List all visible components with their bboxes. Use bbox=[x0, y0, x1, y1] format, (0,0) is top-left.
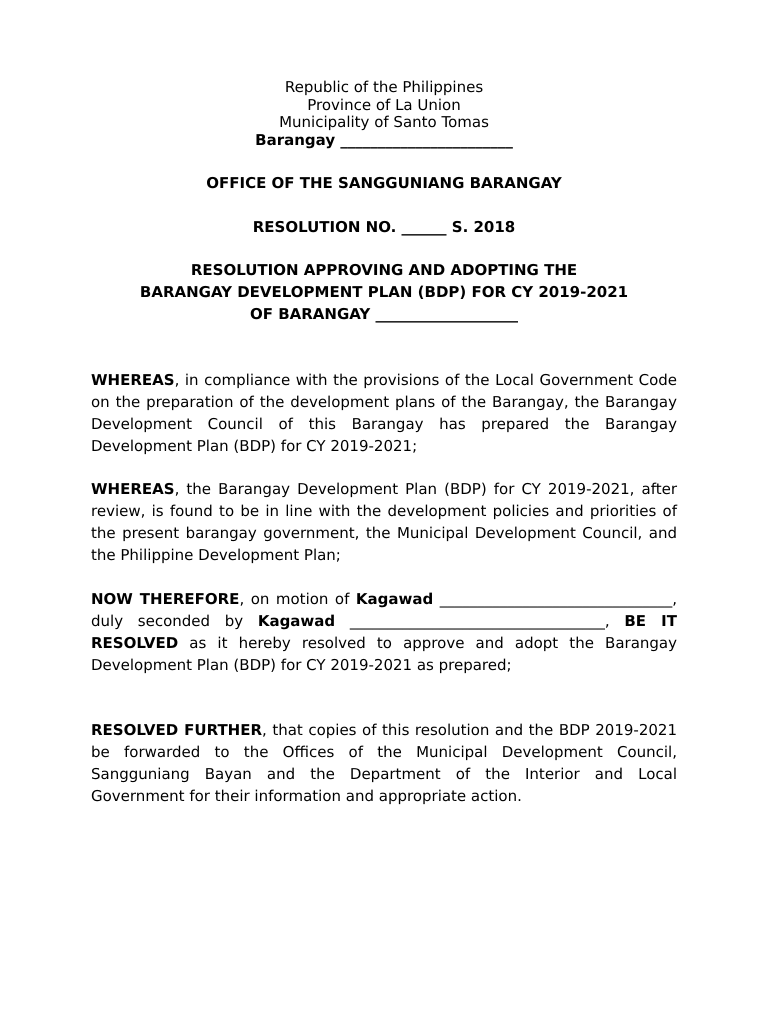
document-header bbox=[0, 79, 768, 149]
resolution-title bbox=[0, 259, 768, 325]
line-text: the Philippine Development Plan; bbox=[91, 546, 341, 564]
line-text: , in compliance with the provisions of the Local Government Code bbox=[174, 371, 677, 389]
paragraph-line bbox=[91, 719, 677, 741]
paragraph-line bbox=[91, 544, 677, 566]
paragraph-line bbox=[91, 435, 677, 457]
clause-lead-word: RESOLVED FURTHER bbox=[91, 721, 263, 739]
be-it-resolved-text: BE IT bbox=[624, 612, 677, 630]
line-text: , that copies of this resolution and the BDP 2019-2021 bbox=[262, 721, 677, 739]
paragraph-line bbox=[91, 500, 677, 522]
paragraph-line bbox=[91, 369, 677, 391]
mover-kagawad-label: Kagawad bbox=[355, 590, 434, 608]
paragraph-line bbox=[91, 654, 677, 676]
clause-lead-word: WHEREAS bbox=[91, 480, 175, 498]
province-line: Province of La Union bbox=[307, 95, 461, 114]
whereas-clause-2 bbox=[91, 478, 677, 566]
be-it-resolved-text: RESOLVED bbox=[91, 634, 179, 652]
barangay-line: Barangay _______________________ bbox=[255, 130, 513, 149]
paragraph-line bbox=[91, 588, 677, 610]
resolution-number: RESOLUTION NO. ______ S. 2018 bbox=[252, 218, 516, 236]
country-line: Republic of the Philippines bbox=[284, 78, 484, 96]
paragraph-line bbox=[91, 632, 677, 654]
resolved-further-clause bbox=[91, 719, 677, 807]
mover-name-blank: _______________________________, bbox=[433, 590, 677, 608]
line-text: Development Plan (BDP) for CY 2019-2021 as prepared; bbox=[91, 656, 512, 674]
clause-lead-word: WHEREAS bbox=[91, 371, 175, 389]
line-text: Development Plan (BDP) for CY 2019-2021; bbox=[91, 437, 418, 455]
line-text: duly seconded by bbox=[91, 612, 258, 630]
resolution-title-line: BARANGAY DEVELOPMENT PLAN (BDP) FOR CY 2019-2021 bbox=[139, 283, 629, 301]
line-text: on the preparation of the development plans of the Barangay, the Barangay bbox=[91, 393, 677, 411]
paragraph-line bbox=[91, 391, 677, 413]
paragraph-line bbox=[91, 785, 677, 807]
resolution-title-line: RESOLUTION APPROVING AND ADOPTING THE bbox=[190, 261, 578, 279]
seconder-name-blank: __________________________________, bbox=[335, 612, 625, 630]
office-title: OFFICE OF THE SANGGUNIANG BARANGAY bbox=[206, 174, 562, 192]
line-text: , the Barangay Development Plan (BDP) for CY 2019-2021, after bbox=[174, 480, 677, 498]
resolution-title-line: OF BARANGAY ___________________ bbox=[249, 305, 519, 323]
line-text: be forwarded to the Offices of the Municipal Development Council, bbox=[91, 743, 677, 761]
seconder-kagawad-label: Kagawad bbox=[257, 612, 336, 630]
line-text: , on motion of bbox=[239, 590, 356, 608]
clause-lead-word: NOW THEREFORE bbox=[91, 590, 240, 608]
paragraph-line bbox=[91, 522, 677, 544]
line-text: as it hereby resolved to approve and adopt the Barangay bbox=[178, 634, 677, 652]
whereas-clause-1 bbox=[91, 369, 677, 457]
line-text: the present barangay government, the Municipal Development Council, and bbox=[91, 524, 677, 542]
paragraph-line bbox=[91, 610, 677, 632]
line-text: Development Council of this Barangay has prepared the Barangay bbox=[91, 415, 677, 433]
resolving-clause bbox=[91, 588, 677, 676]
paragraph-line bbox=[91, 478, 677, 500]
municipality-line: Municipality of Santo Tomas bbox=[279, 113, 489, 131]
paragraph-line bbox=[91, 763, 677, 785]
line-text: Sangguniang Bayan and the Department of the Interior and Local bbox=[91, 765, 677, 783]
line-text: review, is found to be in line with the development policies and priorities of bbox=[91, 502, 677, 520]
paragraph-line bbox=[91, 741, 677, 763]
paragraph-line bbox=[91, 413, 677, 435]
line-text: Government for their information and appropriate action. bbox=[91, 787, 522, 805]
